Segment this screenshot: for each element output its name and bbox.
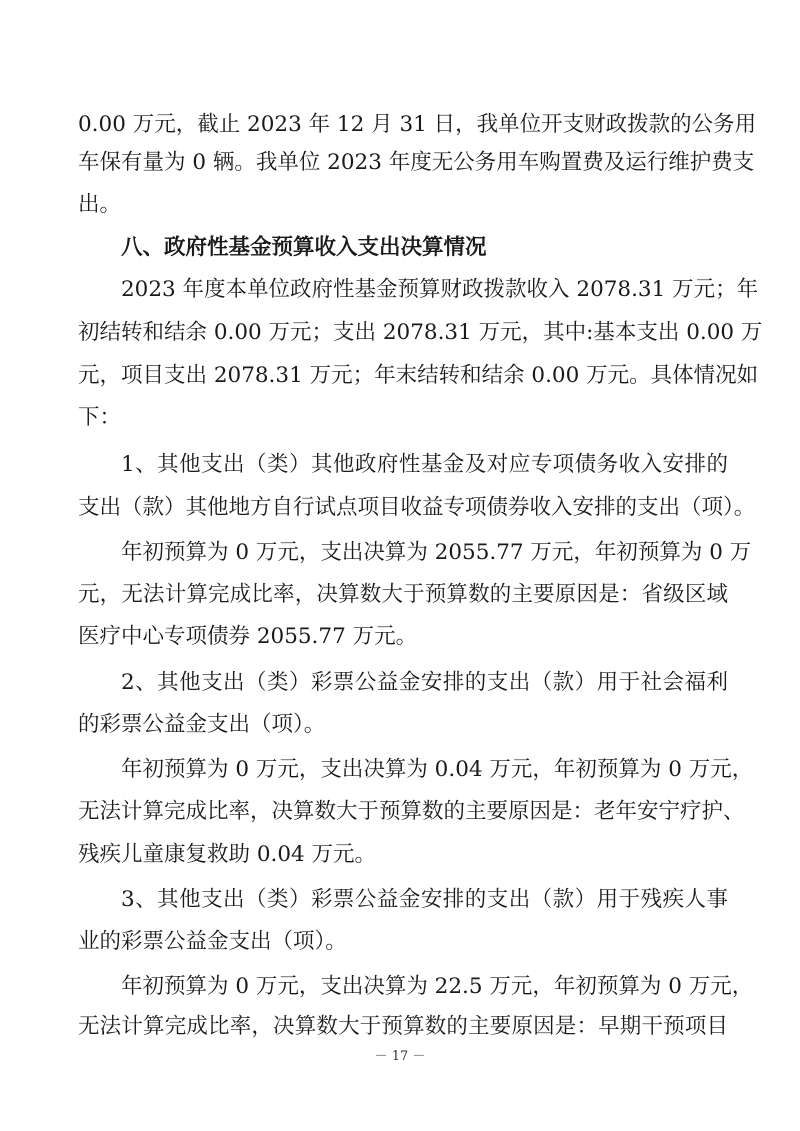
paragraph-line: 0.00 万元，截止 2023 年 12 月 31 日，我单位开支财政拨款的公务用 [78, 112, 757, 137]
paragraph-line: 残疾儿童康复救助 0.04 万元。 [78, 842, 377, 867]
paragraph-line: 医疗中心专项债券 2055.77 万元。 [78, 624, 418, 649]
paragraph-line: 下： [78, 405, 122, 430]
paragraph-line: 无法计算完成比率，决算数大于预算数的主要原因是：老年安宁疗护、 [78, 799, 745, 824]
paragraph-line: 2023 年度本单位政府性基金预算财政拨款收入 2078.31 万元；年 [121, 277, 759, 302]
paragraph-line: 车保有量为 0 辆。我单位 2023 年度无公务用车购置费及运行维护费支 [78, 150, 755, 175]
page-number: － 17 － [374, 1049, 426, 1064]
paragraph-line: 支出（款）其他地方自行试点项目收益专项债券收入安排的支出（项）。 [78, 495, 756, 520]
paragraph-line: 元，项目支出 2078.31 万元；年末结转和结余 0.00 万元。具体情况如 [78, 363, 759, 388]
paragraph-line: 的彩票公益金支出（项）。 [78, 712, 326, 737]
paragraph-line: 初结转和结余 0.00 万元；支出 2078.31 万元，其中:基本支出 0.00 万 [78, 320, 763, 345]
paragraph-line: 业的彩票公益金支出（项）。 [78, 929, 347, 954]
paragraph-line: 元，无法计算完成比率，决算数大于预算数的主要原因是：省级区域 [78, 582, 728, 607]
paragraph-line: 年初预算为 0 万元，支出决算为 2055.77 万元，年初预算为 0 万 [121, 540, 752, 565]
paragraph-line: 年初预算为 0 万元，支出决算为 0.04 万元，年初预算为 0 万元， [121, 757, 754, 782]
paragraph-line: 无法计算完成比率，决算数大于预算数的主要原因是：早期干预项目 [78, 1014, 728, 1039]
paragraph-line: 1、其他支出（类）其他政府性基金及对应专项债务收入安排的 [121, 452, 728, 477]
paragraph-line: 年初预算为 0 万元，支出决算为 22.5 万元，年初预算为 0 万元， [121, 974, 754, 999]
section-heading: 八、政府性基金预算收入支出决算情况 [121, 235, 487, 260]
paragraph-line: 3、其他支出（类）彩票公益金安排的支出（款）用于残疾人事 [121, 887, 728, 912]
paragraph-line: 2、其他支出（类）彩票公益金安排的支出（款）用于社会福利 [121, 670, 728, 695]
paragraph-line: 出。 [78, 192, 122, 217]
